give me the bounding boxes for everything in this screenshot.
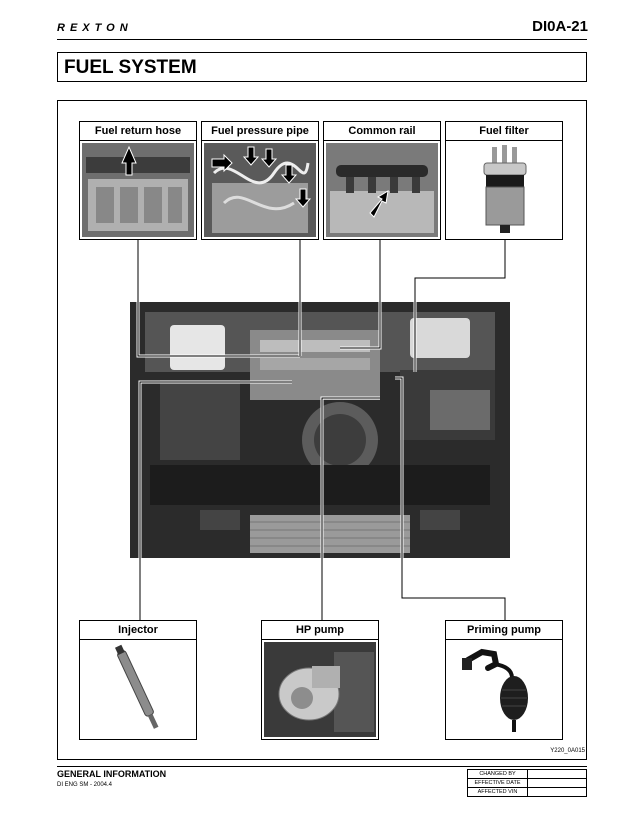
footer-rule (57, 766, 587, 767)
card-injector (79, 620, 197, 740)
card-hp-pump (261, 620, 379, 740)
table-row (468, 770, 587, 779)
engine-bay-photo (130, 302, 510, 558)
card-fuel-filter (445, 121, 563, 240)
revision-value (528, 788, 587, 797)
card-label: Fuel pressure pipe (202, 122, 318, 141)
brand-logo: REXTON (57, 22, 133, 34)
figure-code: Y220_0A015 (550, 748, 585, 754)
revision-value (528, 770, 587, 779)
fuel-filter-photo (448, 143, 560, 237)
card-common-rail (323, 121, 441, 240)
card-fuel-return-hose (79, 121, 197, 240)
card-label: Injector (80, 621, 196, 640)
hp-pump-photo (264, 642, 376, 737)
card-label: Fuel filter (446, 122, 562, 141)
revision-label: AFFECTED VIN (468, 788, 528, 797)
fuel-pressure-pipe-photo (204, 143, 316, 237)
priming-pump-photo (448, 642, 560, 737)
common-rail-photo (326, 143, 438, 237)
table-row (468, 779, 587, 788)
card-priming-pump (445, 620, 563, 740)
table-row (468, 788, 587, 797)
revision-label: CHANGED BY (468, 770, 528, 779)
card-label: Priming pump (446, 621, 562, 640)
section-title: FUEL SYSTEM (64, 57, 197, 78)
card-label: HP pump (262, 621, 378, 640)
footer-section: GENERAL INFORMATION (57, 769, 167, 779)
card-fuel-pressure-pipe (201, 121, 319, 240)
card-label: Common rail (324, 122, 440, 141)
revision-value (528, 779, 587, 788)
revision-table (467, 769, 587, 797)
footer-manual: DI ENG SM - 2004.4 (57, 782, 113, 788)
fuel-return-hose-photo (82, 143, 194, 237)
revision-label: EFFECTIVE DATE (468, 779, 528, 788)
card-label: Fuel return hose (80, 122, 196, 141)
injector-photo (82, 642, 194, 737)
page-number: DI0A-21 (532, 18, 588, 35)
